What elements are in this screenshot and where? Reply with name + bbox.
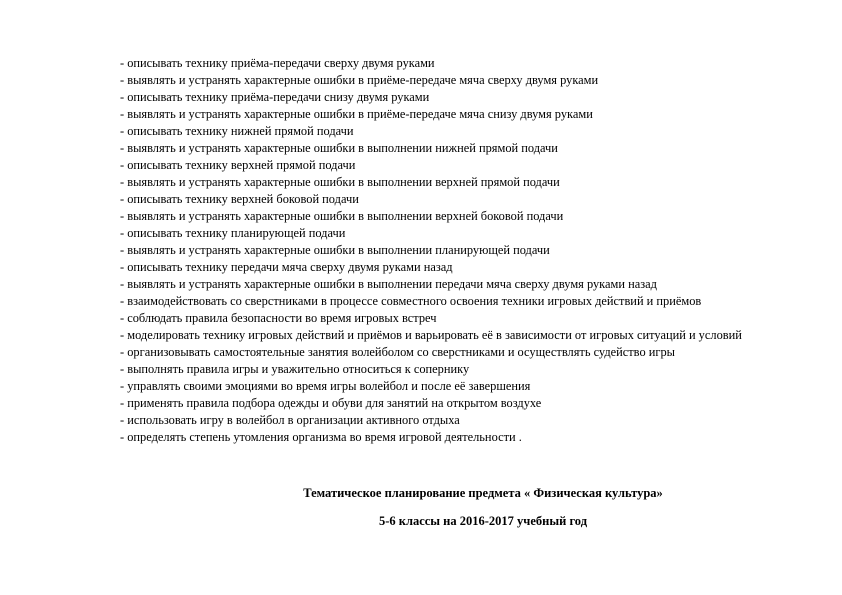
list-item: - выявлять и устранять характерные ошибки в выполнении верхней прямой подачи xyxy=(120,175,560,189)
list-item: - описывать технику планирующей подачи xyxy=(120,226,346,240)
list-item: - соблюдать правила безопасности во время игровых встреч xyxy=(120,311,437,325)
list-item: - взаимодействовать со сверстниками в процессе совместного освоения техники игровых действий и приёмов xyxy=(120,294,702,308)
list-item: - описывать технику верхней прямой подачи xyxy=(120,158,356,172)
list-item: - выявлять и устранять характерные ошибки в выполнении планирующей подачи xyxy=(120,243,550,257)
list-item: - применять правила подбора одежды и обуви для занятий на открытом воздухе xyxy=(120,396,542,410)
section-subheading: 5-6 классы на 2016-2017 учебный год xyxy=(378,514,588,528)
list-item: - выявлять и устранять характерные ошибки в выполнении передачи мяча сверху двумя руками назад xyxy=(120,277,657,291)
list-item: - выявлять и устранять характерные ошибки в приёме-передаче мяча сверху двумя руками xyxy=(120,73,599,87)
list-item: - выявлять и устранять характерные ошибки в выполнении нижней прямой подачи xyxy=(120,141,558,155)
list-item: - организовывать самостоятельные занятия волейболом со сверстниками и осуществлять судейство игры xyxy=(120,345,675,359)
list-item: - описывать технику верхней боковой подачи xyxy=(120,192,359,206)
list-item: - выявлять и устранять характерные ошибки в приёме-передаче мяча снизу двумя руками xyxy=(120,107,593,121)
skills-list xyxy=(84,55,784,446)
list-item: - использовать игру в волейбол в организации активного отдыха xyxy=(120,413,460,427)
list-item: - выполнять правила игры и уважительно относиться к сопернику xyxy=(120,362,470,376)
list-item: - описывать технику передачи мяча сверху двумя руками назад xyxy=(120,260,453,274)
section-heading: Тематическое планирование предмета « Физическая культура» xyxy=(303,486,663,500)
list-item: - определять степень утомления организма во время игровой деятельности . xyxy=(120,430,522,444)
list-item: - моделировать технику игровых действий и приёмов и варьировать её в зависимости от игровых ситуаций и условий xyxy=(120,328,742,342)
list-item: - описывать технику приёма-передачи снизу двумя руками xyxy=(120,90,430,104)
list-item: - выявлять и устранять характерные ошибки в выполнении верхней боковой подачи xyxy=(120,209,564,223)
list-item: - управлять своими эмоциями во время игры волейбол и после её завершения xyxy=(120,379,531,393)
list-item: - описывать технику нижней прямой подачи xyxy=(120,124,354,138)
list-item: - описывать технику приёма-передачи сверху двумя руками xyxy=(120,56,435,70)
